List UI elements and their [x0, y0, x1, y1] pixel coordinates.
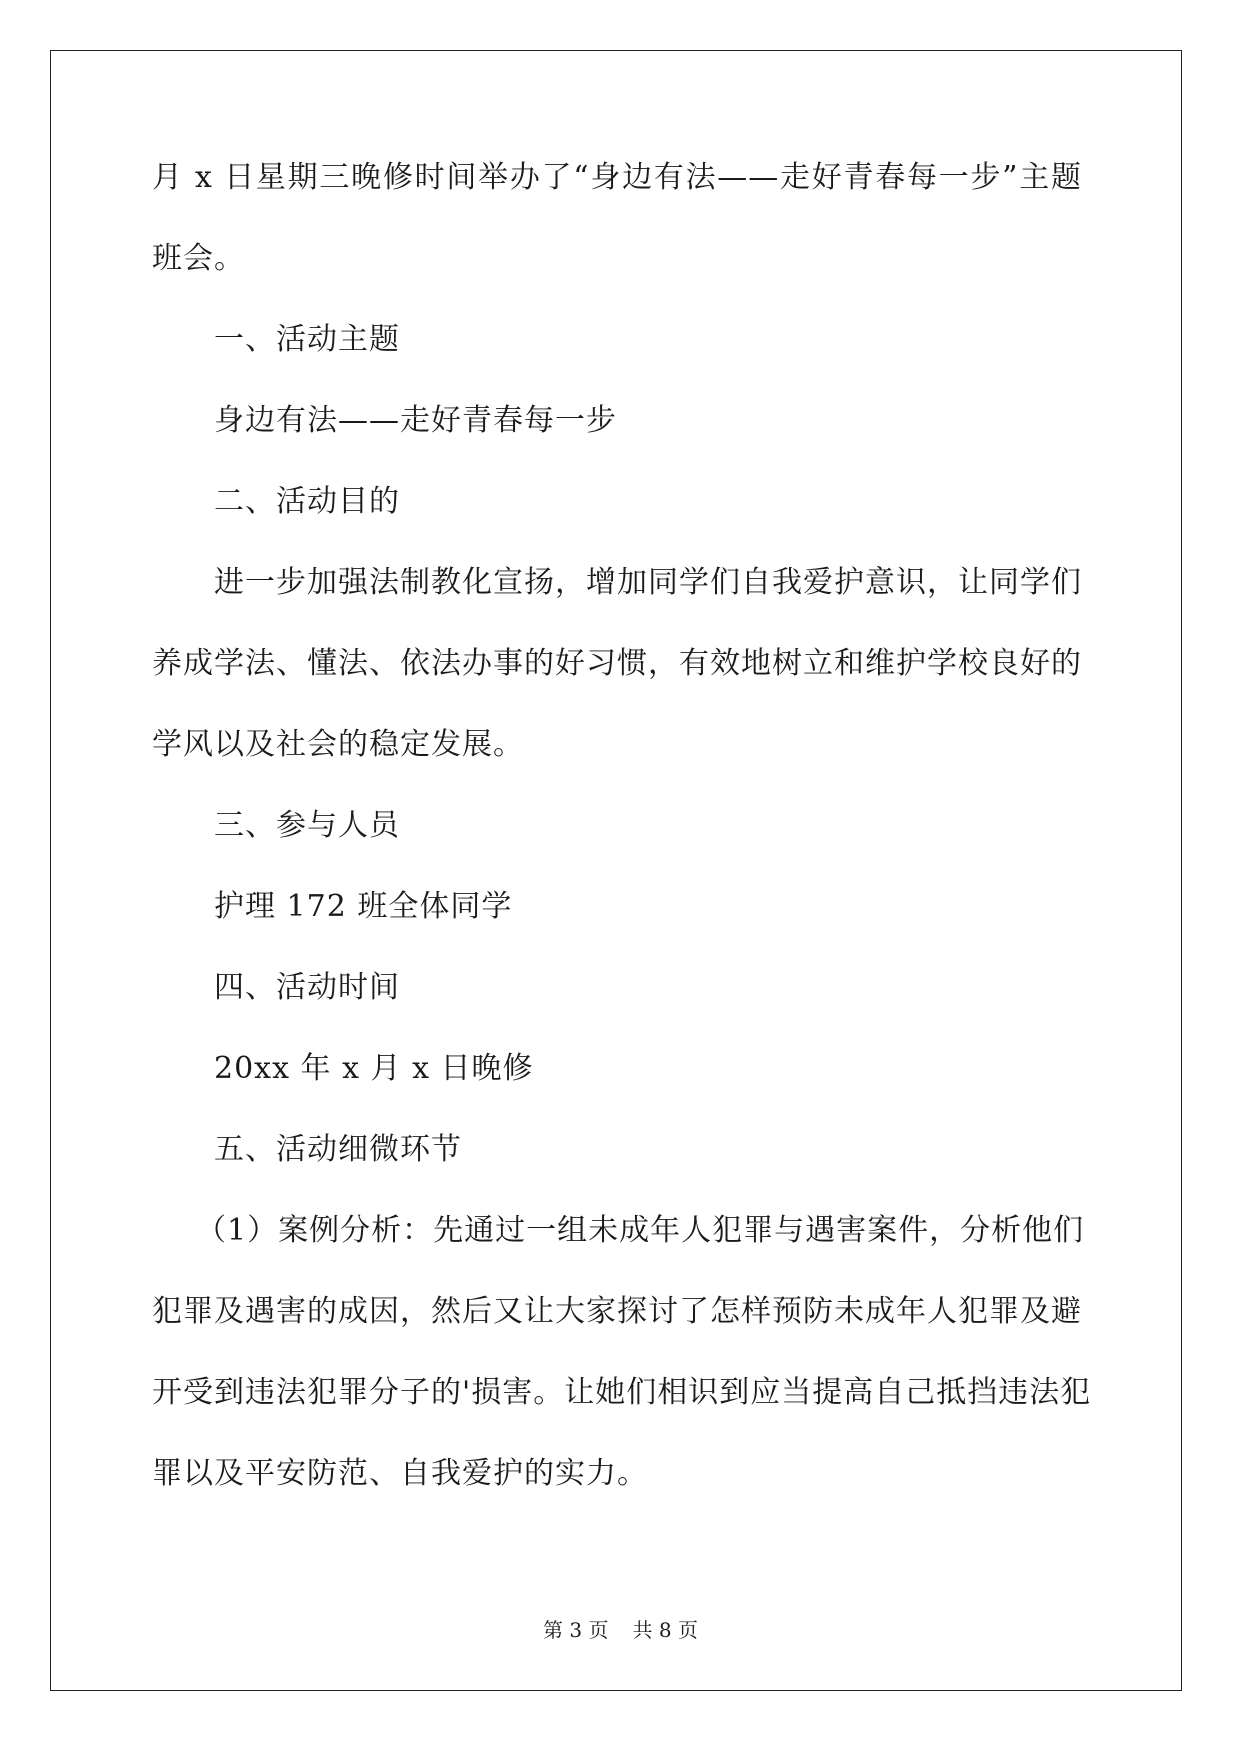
section-heading: 三、参与人员 — [214, 808, 400, 843]
section-heading: 五、活动细微环节 — [214, 1132, 462, 1167]
page-total: 共 8 页 — [632, 1618, 698, 1642]
paragraph-line: 罪以及平安防范、自我爱护的实力。 — [152, 1456, 648, 1491]
paragraph-line: （1）案例分析：先通过一组未成年人犯罪与遇害案件，分析他们 — [196, 1213, 1085, 1248]
paragraph-line: 身边有法——走好青春每一步 — [214, 403, 617, 438]
section-heading: 四、活动时间 — [214, 970, 400, 1005]
paragraph-line: 养成学法、懂法、依法办事的好习惯，有效地树立和维护学校良好的 — [152, 646, 1082, 681]
paragraph-line: 犯罪及遇害的成因，然后又让大家探讨了怎样预防未成年人犯罪及避 — [152, 1294, 1082, 1329]
paragraph-line: 20xx 年 x 月 x 日晚修 — [214, 1051, 534, 1086]
paragraph-line: 护理 172 班全体同学 — [214, 889, 513, 924]
section-heading: 二、活动目的 — [214, 484, 400, 519]
page-number: 第 3 页 — [543, 1618, 609, 1642]
page-footer — [0, 1618, 1241, 1642]
paragraph-line: 开受到违法犯罪分子的'损害。让她们相识到应当提高自己抵挡违法犯 — [152, 1375, 1092, 1410]
paragraph-line: 班会。 — [152, 241, 245, 276]
paragraph-line: 月 x 日星期三晚修时间举办了“身边有法——走好青春每一步”主题 — [152, 160, 1082, 195]
section-heading: 一、活动主题 — [214, 322, 400, 357]
paragraph-line: 进一步加强法制教化宣扬，增加同学们自我爱护意识，让同学们 — [214, 565, 1082, 600]
paragraph-line: 学风以及社会的稳定发展。 — [152, 727, 524, 762]
document-body — [152, 158, 1092, 1535]
